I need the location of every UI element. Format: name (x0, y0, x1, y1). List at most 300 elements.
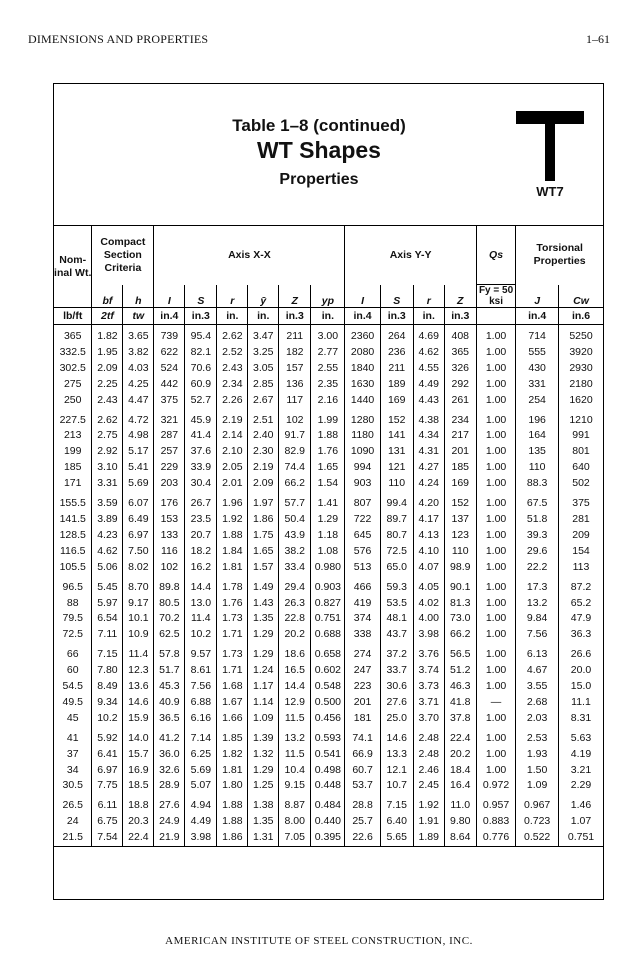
value-cell: 576 (345, 544, 380, 560)
value-cell: 203 (154, 476, 185, 492)
value-cell: 6.11 (92, 794, 123, 814)
value-cell: 1.80 (217, 778, 248, 794)
value-cell: 4.23 (92, 528, 123, 544)
value-cell: 257 (154, 444, 185, 460)
value-cell: 287 (154, 428, 185, 444)
value-cell: 1.68 (217, 679, 248, 695)
value-cell: 169 (444, 476, 476, 492)
value-cell: 7.11 (92, 627, 123, 643)
value-cell: 9.57 (185, 643, 217, 663)
value-cell: 18.4 (444, 763, 476, 779)
value-cell: 60.9 (185, 377, 217, 393)
value-cell: 1.75 (248, 528, 279, 544)
value-cell: 1090 (345, 444, 380, 460)
value-cell: 1.73 (217, 611, 248, 627)
value-cell: 152 (444, 492, 476, 512)
value-cell: 1.88 (311, 428, 345, 444)
value-cell: 2930 (559, 361, 604, 377)
value-cell: 1.71 (217, 627, 248, 643)
value-cell: 56.5 (444, 643, 476, 663)
value-cell: 4.02 (413, 596, 444, 612)
value-cell: 5.65 (380, 830, 413, 846)
value-cell: 9.80 (444, 814, 476, 830)
value-cell: 50.4 (279, 512, 311, 528)
table-row (54, 727, 604, 747)
value-cell: 1.14 (248, 695, 279, 711)
value-cell: 57.8 (154, 643, 185, 663)
value-cell: 16.5 (279, 663, 311, 679)
value-cell: 8.00 (279, 814, 311, 830)
table-row (54, 695, 604, 711)
value-cell: 59.3 (380, 576, 413, 596)
value-cell: 3.21 (559, 763, 604, 779)
value-cell: 2.43 (92, 393, 123, 409)
nominal-weight-cell: 227.5 (54, 409, 92, 429)
fy-label: Fy = 50 ksi (476, 285, 516, 308)
value-cell: 12.3 (123, 663, 154, 679)
value-cell: 16.2 (185, 560, 217, 576)
value-cell: 1.00 (476, 377, 516, 393)
table-subtitle: Properties (279, 171, 359, 188)
value-cell: 1.35 (248, 611, 279, 627)
value-cell: 1.00 (476, 544, 516, 560)
value-cell: 65.0 (380, 560, 413, 576)
value-cell: 254 (516, 393, 559, 409)
value-cell: 1630 (345, 377, 380, 393)
value-cell: 48.1 (380, 611, 413, 627)
header-nominal-wt: Nom-inal Wt. (54, 226, 92, 308)
value-cell: 137 (444, 512, 476, 528)
value-cell: 1.35 (248, 814, 279, 830)
value-cell: 13.0 (185, 596, 217, 612)
value-cell: 18.2 (185, 544, 217, 560)
sym-j: J (516, 285, 559, 308)
value-cell: 1.84 (217, 544, 248, 560)
value-cell: 30.4 (185, 476, 217, 492)
value-cell: 2.46 (413, 763, 444, 779)
value-cell: 36.3 (559, 627, 604, 643)
unit-lbft: lb/ft (54, 308, 92, 325)
value-cell: 45.3 (154, 679, 185, 695)
value-cell: 0.723 (516, 814, 559, 830)
value-cell: 2.40 (248, 428, 279, 444)
nominal-weight-cell: 60 (54, 663, 92, 679)
value-cell: 274 (345, 643, 380, 663)
value-cell: 1.81 (217, 560, 248, 576)
value-cell: 6.97 (92, 763, 123, 779)
value-cell: 9.84 (516, 611, 559, 627)
value-cell: 4.00 (413, 611, 444, 627)
value-cell: 1.88 (217, 528, 248, 544)
value-cell: 13.2 (516, 596, 559, 612)
sym-cw: Cw (559, 285, 604, 308)
value-cell: 9.34 (92, 695, 123, 711)
value-cell: 6.40 (380, 814, 413, 830)
value-cell: 29.4 (279, 576, 311, 596)
value-cell: 22.4 (123, 830, 154, 846)
table-row (54, 345, 604, 361)
value-cell: 2.92 (92, 444, 123, 460)
unit-2tf: 2tf (92, 308, 123, 325)
value-cell: 1.43 (248, 596, 279, 612)
value-cell: 0.500 (311, 695, 345, 711)
value-cell: 102 (279, 409, 311, 429)
value-cell: 1.85 (217, 727, 248, 747)
value-cell: 1.00 (476, 512, 516, 528)
nominal-weight-cell: 54.5 (54, 679, 92, 695)
value-cell: 1.00 (476, 528, 516, 544)
value-cell: 26.7 (185, 492, 217, 512)
value-cell: 4.62 (413, 345, 444, 361)
value-cell: 3.74 (413, 663, 444, 679)
value-cell: 0.688 (311, 627, 345, 643)
value-cell: 4.62 (92, 544, 123, 560)
value-cell: 2.43 (217, 361, 248, 377)
table-row (54, 544, 604, 560)
nominal-weight-cell: 250 (54, 393, 92, 409)
table-row (54, 460, 604, 476)
nominal-weight-cell: 26.5 (54, 794, 92, 814)
unit-ybar: in. (248, 308, 279, 325)
value-cell: 374 (345, 611, 380, 627)
nominal-weight-cell: 24 (54, 814, 92, 830)
value-cell: 8.64 (444, 830, 476, 846)
table-row (54, 679, 604, 695)
value-cell: 117 (279, 393, 311, 409)
unit-tw: tw (123, 308, 154, 325)
value-cell: 5.92 (92, 727, 123, 747)
value-cell: 0.751 (559, 830, 604, 846)
value-cell: 2.30 (248, 444, 279, 460)
table-row (54, 763, 604, 779)
value-cell: 1.17 (248, 679, 279, 695)
value-cell: 209 (559, 528, 604, 544)
nominal-weight-cell: 72.5 (54, 627, 92, 643)
nominal-weight-cell: 88 (54, 596, 92, 612)
table-row (54, 711, 604, 727)
value-cell: 4.94 (185, 794, 217, 814)
value-cell: 1.82 (92, 325, 123, 345)
value-cell: 0.883 (476, 814, 516, 830)
nominal-weight-cell: 275 (54, 377, 92, 393)
table-row (54, 325, 604, 345)
value-cell: 281 (559, 512, 604, 528)
value-cell: 1.00 (476, 492, 516, 512)
value-cell: 182 (279, 345, 311, 361)
value-cell: 46.3 (444, 679, 476, 695)
value-cell: 131 (380, 444, 413, 460)
value-cell: 7.15 (380, 794, 413, 814)
value-cell: 5.69 (185, 763, 217, 779)
value-cell: 2.03 (516, 711, 559, 727)
page-footer: AMERICAN INSTITUTE OF STEEL CONSTRUCTION, INC. (165, 935, 473, 947)
value-cell: 37.8 (444, 711, 476, 727)
value-cell: 5.45 (92, 576, 123, 596)
value-cell: 903 (345, 476, 380, 492)
value-cell: 10.7 (380, 778, 413, 794)
value-cell: 2.16 (311, 393, 345, 409)
value-cell: 1.50 (516, 763, 559, 779)
value-cell: 2.55 (311, 361, 345, 377)
value-cell: 37.6 (185, 444, 217, 460)
value-cell: 26.3 (279, 596, 311, 612)
table-row (54, 596, 604, 612)
table-body (54, 325, 604, 847)
value-cell: 18.5 (123, 778, 154, 794)
value-cell: 13.2 (279, 727, 311, 747)
nominal-weight-cell: 116.5 (54, 544, 92, 560)
value-cell: 466 (345, 576, 380, 596)
value-cell: 91.7 (279, 428, 311, 444)
value-cell: 37.2 (380, 643, 413, 663)
value-cell: 1.38 (248, 794, 279, 814)
value-cell: 121 (380, 460, 413, 476)
table-row (54, 663, 604, 679)
value-cell: 229 (154, 460, 185, 476)
value-cell: 14.6 (123, 695, 154, 711)
value-cell: 807 (345, 492, 380, 512)
value-cell: 81.3 (444, 596, 476, 612)
value-cell: 70.2 (154, 611, 185, 627)
table-row (54, 492, 604, 512)
value-cell: 1.92 (217, 512, 248, 528)
sym-ix: I (154, 285, 185, 308)
unit-iy: in.4 (345, 308, 380, 325)
table-row (54, 778, 604, 794)
value-cell: 0.395 (311, 830, 345, 846)
tee-shape-icon (516, 111, 584, 181)
value-cell: 17.3 (516, 576, 559, 596)
value-cell: 1840 (345, 361, 380, 377)
value-cell: 3.55 (516, 679, 559, 695)
value-cell: 1.65 (248, 544, 279, 560)
nominal-weight-cell: 37 (54, 747, 92, 763)
value-cell: 4.07 (413, 560, 444, 576)
nominal-weight-cell: 49.5 (54, 695, 92, 711)
value-cell: 2.19 (217, 409, 248, 429)
value-cell: 39.3 (516, 528, 559, 544)
value-cell: 3.05 (248, 361, 279, 377)
unit-zy: in.3 (444, 308, 476, 325)
sym-ybar: ȳ (248, 285, 279, 308)
nominal-weight-cell: 199 (54, 444, 92, 460)
value-cell: 6.13 (516, 643, 559, 663)
value-cell: 8.70 (123, 576, 154, 596)
value-cell: 6.54 (92, 611, 123, 627)
value-cell: 3.70 (413, 711, 444, 727)
value-cell: 0.967 (516, 794, 559, 814)
value-cell: 43.9 (279, 528, 311, 544)
value-cell: 7.50 (123, 544, 154, 560)
nominal-weight-cell: 34 (54, 763, 92, 779)
value-cell: 4.49 (185, 814, 217, 830)
value-cell: 4.69 (413, 325, 444, 345)
value-cell: 11.4 (123, 643, 154, 663)
value-cell: 1.29 (311, 512, 345, 528)
value-cell: 1440 (345, 393, 380, 409)
value-cell: 2.62 (92, 409, 123, 429)
value-cell: 10.9 (123, 627, 154, 643)
properties-table (53, 225, 604, 847)
value-cell: 1.00 (476, 361, 516, 377)
value-cell: 408 (444, 325, 476, 345)
value-cell: 1.41 (311, 492, 345, 512)
value-cell: 3.65 (123, 325, 154, 345)
value-cell: 2.19 (248, 460, 279, 476)
value-cell: 1.88 (217, 814, 248, 830)
value-cell: 1.00 (476, 679, 516, 695)
nominal-weight-cell: 66 (54, 643, 92, 663)
value-cell: 640 (559, 460, 604, 476)
value-cell: 430 (516, 361, 559, 377)
value-cell: 1.86 (248, 512, 279, 528)
unit-ry: in. (413, 308, 444, 325)
value-cell: 2.48 (413, 747, 444, 763)
table-row (54, 814, 604, 830)
value-cell: 5.97 (92, 596, 123, 612)
value-cell: 169 (380, 393, 413, 409)
value-cell: 66.9 (345, 747, 380, 763)
value-cell: 1.76 (311, 444, 345, 460)
header-qs: Qs (476, 226, 516, 285)
value-cell: 1.07 (559, 814, 604, 830)
value-cell: 3.73 (413, 679, 444, 695)
value-cell: 7.80 (92, 663, 123, 679)
value-cell: 0.980 (311, 560, 345, 576)
value-cell: 3.00 (311, 325, 345, 345)
sym-ry: r (413, 285, 444, 308)
value-cell: 33.7 (380, 663, 413, 679)
table-row (54, 560, 604, 576)
value-cell: 1.00 (476, 444, 516, 460)
value-cell: 181 (345, 711, 380, 727)
value-cell: 1.49 (248, 576, 279, 596)
value-cell: 5.41 (123, 460, 154, 476)
header-compact: Compact Section Criteria (92, 226, 154, 285)
value-cell: 28.9 (154, 778, 185, 794)
value-cell: 201 (444, 444, 476, 460)
value-cell: 3.59 (92, 492, 123, 512)
value-cell: 11.5 (279, 747, 311, 763)
value-cell: 375 (559, 492, 604, 512)
unit-ix: in.4 (154, 308, 185, 325)
value-cell: 419 (345, 596, 380, 612)
value-cell: 67.5 (516, 492, 559, 512)
value-cell: 326 (444, 361, 476, 377)
value-cell: 4.03 (123, 361, 154, 377)
value-cell: 5.06 (92, 560, 123, 576)
value-cell: 1.92 (413, 794, 444, 814)
value-cell: 2.77 (311, 345, 345, 361)
value-cell: 3920 (559, 345, 604, 361)
header-torsional: Torsional Properties (516, 226, 604, 285)
value-cell: 8.61 (185, 663, 217, 679)
value-cell: 102 (154, 560, 185, 576)
value-cell: 1.54 (311, 476, 345, 492)
value-cell: 739 (154, 325, 185, 345)
value-cell: 20.2 (279, 627, 311, 643)
value-cell: 30.6 (380, 679, 413, 695)
value-cell: 1.88 (217, 794, 248, 814)
value-cell: 7.75 (92, 778, 123, 794)
value-cell: 47.9 (559, 611, 604, 627)
value-cell: 2.34 (217, 377, 248, 393)
value-cell: 261 (444, 393, 476, 409)
value-cell: 6.97 (123, 528, 154, 544)
value-cell: 4.27 (413, 460, 444, 476)
value-cell: 0.751 (311, 611, 345, 627)
value-cell: 41.4 (185, 428, 217, 444)
value-cell: 4.98 (123, 428, 154, 444)
value-cell: 264 (380, 325, 413, 345)
value-cell: 5.69 (123, 476, 154, 492)
value-cell: 11.4 (185, 611, 217, 627)
value-cell: 22.6 (345, 830, 380, 846)
value-cell: 247 (345, 663, 380, 679)
nominal-weight-cell: 79.5 (54, 611, 92, 627)
value-cell: 4.67 (516, 663, 559, 679)
header-axis-xx: Axis X-X (154, 226, 345, 285)
value-cell: 10.2 (92, 711, 123, 727)
value-cell: 4.47 (123, 393, 154, 409)
value-cell: 4.72 (123, 409, 154, 429)
value-cell: 2.09 (92, 361, 123, 377)
value-cell: 36.0 (154, 747, 185, 763)
value-cell: 10.4 (279, 763, 311, 779)
value-cell: 0.498 (311, 763, 345, 779)
value-cell: 38.2 (279, 544, 311, 560)
header-axis-yy: Axis Y-Y (345, 226, 476, 285)
value-cell: 1.29 (248, 643, 279, 663)
value-cell: 331 (516, 377, 559, 393)
value-cell: 1.00 (476, 560, 516, 576)
value-cell: 0.484 (311, 794, 345, 814)
value-cell: 513 (345, 560, 380, 576)
value-cell: 73.0 (444, 611, 476, 627)
value-cell: 1.82 (217, 747, 248, 763)
value-cell: 27.6 (154, 794, 185, 814)
value-cell: 365 (444, 345, 476, 361)
nominal-weight-cell: 365 (54, 325, 92, 345)
nominal-weight-cell: 30.5 (54, 778, 92, 794)
sym-yp: yp (311, 285, 345, 308)
value-cell: 154 (559, 544, 604, 560)
value-cell: 234 (444, 409, 476, 429)
value-cell: 152 (380, 409, 413, 429)
value-cell: 33.4 (279, 560, 311, 576)
value-cell: 0.440 (311, 814, 345, 830)
value-cell: 2.01 (217, 476, 248, 492)
value-cell: 15.9 (123, 711, 154, 727)
value-cell: 1.00 (476, 711, 516, 727)
value-cell: 994 (345, 460, 380, 476)
value-cell: 1.89 (413, 830, 444, 846)
value-cell: 22.8 (279, 611, 311, 627)
value-cell: 82.9 (279, 444, 311, 460)
value-cell: 0.776 (476, 830, 516, 846)
value-cell: 23.5 (185, 512, 217, 528)
value-cell: 1.25 (248, 778, 279, 794)
value-cell: 2.52 (217, 345, 248, 361)
value-cell: 1620 (559, 393, 604, 409)
sym-bf: bf (92, 285, 123, 308)
value-cell: 1.00 (476, 763, 516, 779)
table-row (54, 611, 604, 627)
value-cell: 3.89 (92, 512, 123, 528)
value-cell: 43.7 (380, 627, 413, 643)
nominal-weight-cell: 41 (54, 727, 92, 747)
value-cell: 98.9 (444, 560, 476, 576)
